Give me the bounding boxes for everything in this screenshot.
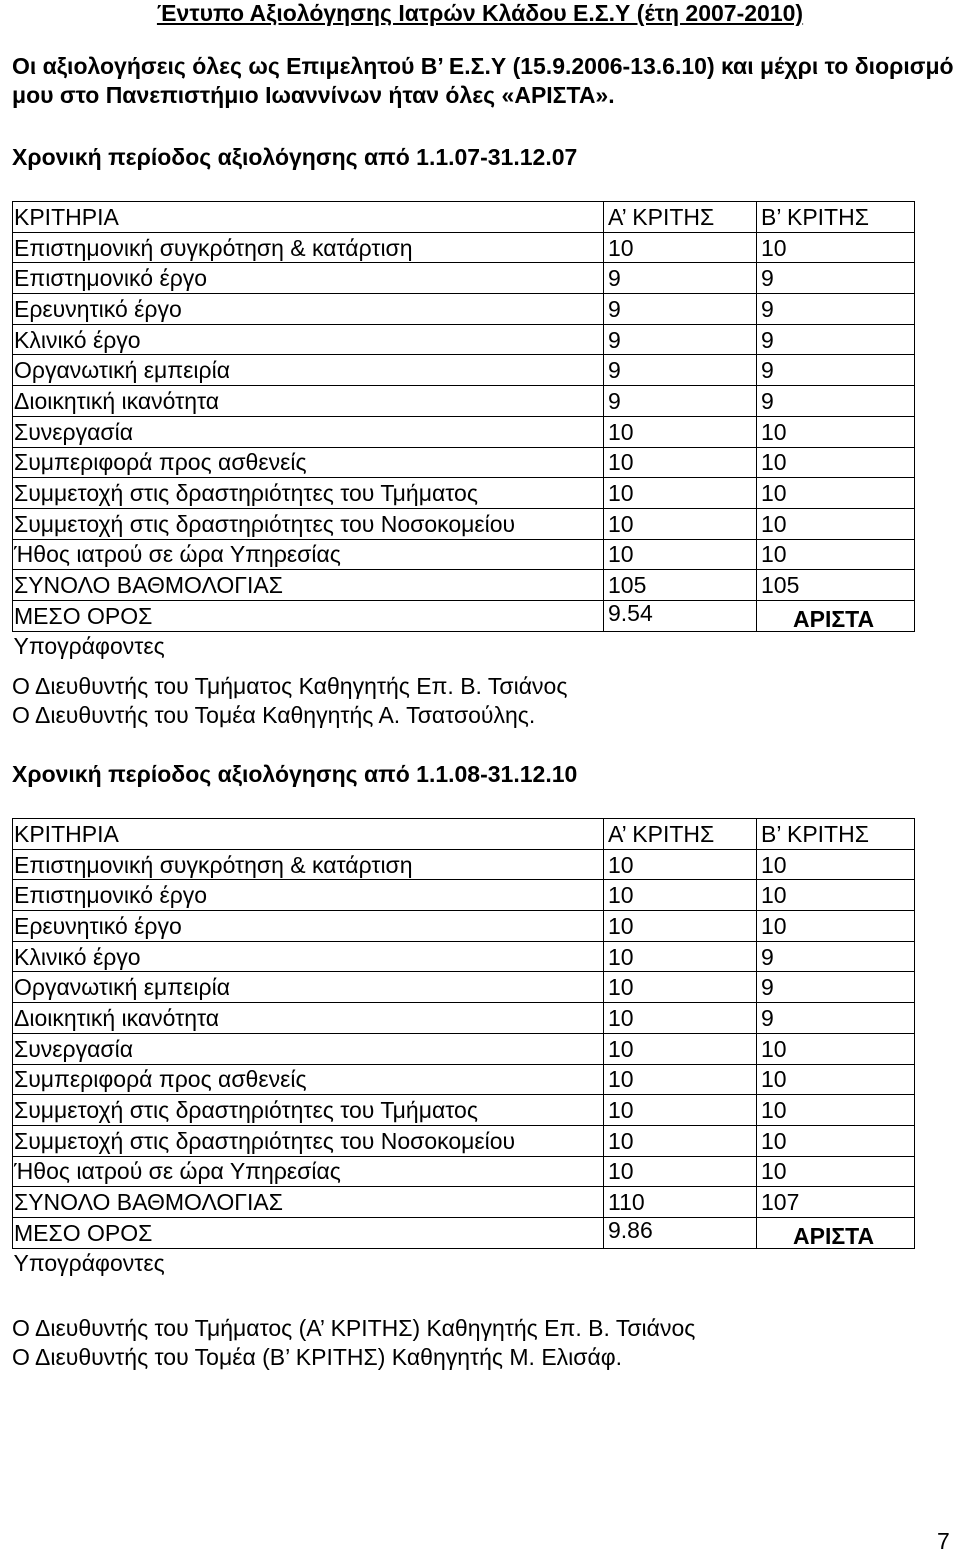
- score-judge-a: 9: [604, 294, 757, 325]
- table-row: [13, 232, 915, 263]
- score-judge-b: 10: [757, 539, 915, 570]
- signer-line: Ο Διευθυντής του Τομέα Καθηγητής Α. Τσατσούλης.: [12, 702, 536, 728]
- header-judge-b: Β’ ΚΡΙΤΗΣ: [757, 819, 915, 850]
- table-row: [13, 1003, 915, 1034]
- score-judge-a: 10: [604, 1125, 757, 1156]
- header-criteria: ΚΡΙΤΗΡΙΑ: [13, 819, 604, 850]
- score-judge-a: 10: [604, 1064, 757, 1095]
- criterion-label: Κλινικό έργο: [13, 941, 604, 972]
- table-row: [13, 1156, 915, 1187]
- score-judge-a: 10: [604, 911, 757, 942]
- score-judge-b: 10: [757, 1033, 915, 1064]
- signers-2: [12, 1314, 695, 1372]
- score-judge-b: 9: [757, 355, 915, 386]
- score-judge-a: 10: [604, 416, 757, 447]
- table-row: [13, 880, 915, 911]
- table-row: [13, 849, 915, 880]
- score-judge-a: 9: [604, 324, 757, 355]
- criterion-label: ΣΥΝΟΛΟ ΒΑΘΜΟΛΟΓΙΑΣ: [13, 1187, 604, 1218]
- score-judge-b: 10: [757, 1125, 915, 1156]
- table-row: [13, 447, 915, 478]
- table-row: [13, 355, 915, 386]
- signers-label: Υπογράφοντες: [13, 1248, 915, 1278]
- evaluation-period-1: Χρονική περίοδος αξιολόγησης από 1.1.07-31.12.07: [12, 144, 578, 170]
- criterion-label: Επιστημονική συγκρότηση & κατάρτιση: [13, 849, 604, 880]
- mean-label: ΜΕΣΟ ΟΡΟΣ: [13, 1217, 604, 1248]
- mean-row: [13, 1217, 915, 1248]
- criterion-label: Οργανωτική εμπειρία: [13, 355, 604, 386]
- table-row: [13, 478, 915, 509]
- score-judge-b: 10: [757, 447, 915, 478]
- table-row: [13, 508, 915, 539]
- score-judge-b: 105: [757, 570, 915, 601]
- table-row: [13, 972, 915, 1003]
- score-judge-b: 10: [757, 508, 915, 539]
- table-row: [13, 263, 915, 294]
- signers-label-row: [13, 1248, 915, 1278]
- header-judge-a: Α’ ΚΡΙΤΗΣ: [604, 819, 757, 850]
- signer-line: Ο Διευθυντής του Τομέα (Β’ ΚΡΙΤΗΣ) Καθηγητής Μ. Ελισάφ.: [12, 1344, 623, 1370]
- score-judge-a: 10: [604, 1095, 757, 1126]
- criterion-label: Συμμετοχή στις δραστηριότητες του Τμήματος: [13, 478, 604, 509]
- table-row: [13, 416, 915, 447]
- criterion-label: Συμμετοχή στις δραστηριότητες του Νοσοκομείου: [13, 508, 604, 539]
- evaluation-table-2: [12, 818, 915, 1278]
- overall-rating: ΑΡΙΣΤΑ: [757, 1217, 915, 1248]
- score-judge-b: 10: [757, 232, 915, 263]
- criterion-label: Διοικητική ικανότητα: [13, 386, 604, 417]
- score-judge-a: 105: [604, 570, 757, 601]
- score-judge-a: 10: [604, 232, 757, 263]
- table-row: [13, 1033, 915, 1064]
- criterion-label: Διοικητική ικανότητα: [13, 1003, 604, 1034]
- score-judge-a: 10: [604, 1003, 757, 1034]
- score-judge-a: 10: [604, 972, 757, 1003]
- score-judge-b: 10: [757, 478, 915, 509]
- document-title: Έντυπο Αξιολόγησης Ιατρών Κλάδου Ε.Σ.Υ (έτη 2007-2010): [156, 0, 804, 26]
- criterion-label: Συμπεριφορά προς ασθενείς: [13, 1064, 604, 1095]
- score-judge-b: 10: [757, 1064, 915, 1095]
- score-judge-a: 10: [604, 880, 757, 911]
- score-judge-a: 9: [604, 263, 757, 294]
- table-header-row: [13, 819, 915, 850]
- criterion-label: Ήθος ιατρού σε ώρα Υπηρεσίας: [13, 539, 604, 570]
- score-judge-a: 10: [604, 849, 757, 880]
- criterion-label: Οργανωτική εμπειρία: [13, 972, 604, 1003]
- mean-value: 9.54: [604, 600, 757, 631]
- page-number: 7: [937, 1528, 950, 1554]
- table-row: [13, 324, 915, 355]
- header-criteria: ΚΡΙΤΗΡΙΑ: [13, 202, 604, 233]
- score-judge-b: 9: [757, 941, 915, 972]
- intro-paragraph: Οι αξιολογήσεις όλες ως Επιμελητού Β’ Ε.Σ.Υ (15.9.2006-13.6.10) και μέχρι το διορισμό μου στο Πανεπιστήμιο Ιωαννίνων ήταν όλες «ΑΡΙΣΤΑ».: [12, 53, 954, 108]
- score-judge-b: 107: [757, 1187, 915, 1218]
- score-judge-a: 10: [604, 447, 757, 478]
- score-judge-b: 10: [757, 911, 915, 942]
- criterion-label: Επιστημονικό έργο: [13, 880, 604, 911]
- score-judge-a: 110: [604, 1187, 757, 1218]
- score-judge-b: 9: [757, 972, 915, 1003]
- table-row: [13, 294, 915, 325]
- criterion-label: Ήθος ιατρού σε ώρα Υπηρεσίας: [13, 1156, 604, 1187]
- score-judge-b: 9: [757, 294, 915, 325]
- mean-row: [13, 600, 915, 631]
- criterion-label: Συμμετοχή στις δραστηριότητες του Τμήματος: [13, 1095, 604, 1126]
- table-row: [13, 1187, 915, 1218]
- criterion-label: Συμπεριφορά προς ασθενείς: [13, 447, 604, 478]
- score-judge-b: 10: [757, 1095, 915, 1126]
- criterion-label: Ερευνητικό έργο: [13, 294, 604, 325]
- signer-line: Ο Διευθυντής του Τμήματος (Α’ ΚΡΙΤΗΣ) Καθηγητής Επ. Β. Τσιάνος: [12, 1315, 696, 1341]
- criterion-label: Συμμετοχή στις δραστηριότητες του Νοσοκομείου: [13, 1125, 604, 1156]
- table-row: [13, 1064, 915, 1095]
- score-judge-a: 10: [604, 539, 757, 570]
- header-judge-a: Α’ ΚΡΙΤΗΣ: [604, 202, 757, 233]
- signers-label-row: [13, 631, 915, 661]
- table-row: [13, 1095, 915, 1126]
- criterion-label: Συνεργασία: [13, 1033, 604, 1064]
- table-row: [13, 1125, 915, 1156]
- criterion-label: Επιστημονικό έργο: [13, 263, 604, 294]
- score-judge-b: 9: [757, 386, 915, 417]
- criterion-label: Ερευνητικό έργο: [13, 911, 604, 942]
- score-judge-a: 10: [604, 478, 757, 509]
- score-judge-a: 9: [604, 386, 757, 417]
- criterion-label: Κλινικό έργο: [13, 324, 604, 355]
- score-judge-a: 10: [604, 508, 757, 539]
- table-row: [13, 386, 915, 417]
- table-row: [13, 570, 915, 601]
- table-row: [13, 911, 915, 942]
- header-judge-b: Β’ ΚΡΙΤΗΣ: [757, 202, 915, 233]
- signers-label: Υπογράφοντες: [13, 631, 915, 661]
- score-judge-b: 9: [757, 263, 915, 294]
- table-row: [13, 539, 915, 570]
- mean-value: 9.86: [604, 1217, 757, 1248]
- score-judge-a: 10: [604, 1156, 757, 1187]
- overall-rating: ΑΡΙΣΤΑ: [757, 600, 915, 631]
- criterion-label: Συνεργασία: [13, 416, 604, 447]
- score-judge-b: 9: [757, 324, 915, 355]
- criterion-label: ΣΥΝΟΛΟ ΒΑΘΜΟΛΟΓΙΑΣ: [13, 570, 604, 601]
- table-header-row: [13, 202, 915, 233]
- score-judge-b: 9: [757, 1003, 915, 1034]
- signer-line: Ο Διευθυντής του Τμήματος Καθηγητής Επ. Β. Τσιάνος: [12, 673, 568, 699]
- score-judge-b: 10: [757, 1156, 915, 1187]
- mean-label: ΜΕΣΟ ΟΡΟΣ: [13, 600, 604, 631]
- evaluation-period-2: Χρονική περίοδος αξιολόγησης από 1.1.08-31.12.10: [12, 761, 578, 787]
- score-judge-a: 9: [604, 355, 757, 386]
- score-judge-b: 10: [757, 849, 915, 880]
- score-judge-a: 10: [604, 941, 757, 972]
- evaluation-table-1: [12, 201, 915, 661]
- score-judge-b: 10: [757, 416, 915, 447]
- table-row: [13, 941, 915, 972]
- score-judge-a: 10: [604, 1033, 757, 1064]
- criterion-label: Επιστημονική συγκρότηση & κατάρτιση: [13, 232, 604, 263]
- score-judge-b: 10: [757, 880, 915, 911]
- signers-1: [12, 672, 567, 730]
